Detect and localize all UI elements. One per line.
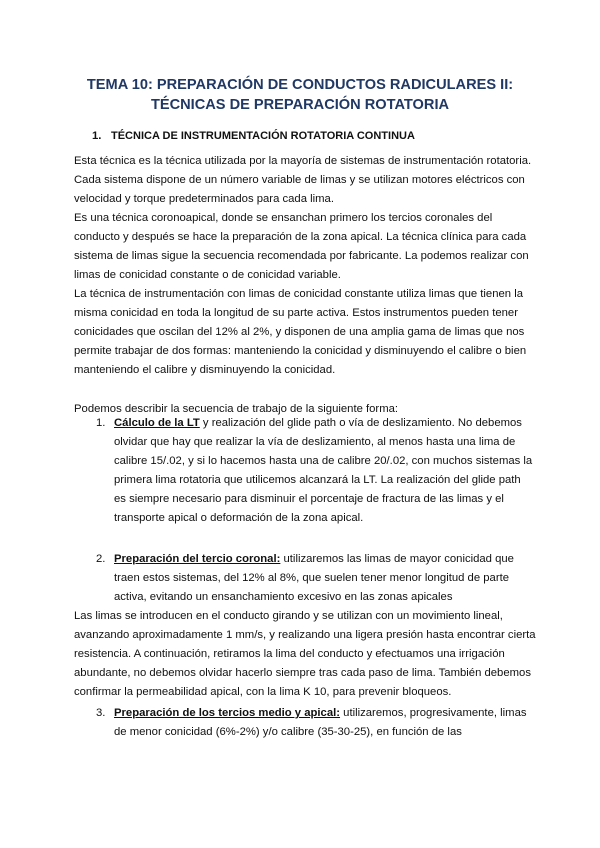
paragraph-line: Cada sistema dispone de un número variable de limas y se utilizan motores eléctricos con (74, 174, 525, 186)
paragraph-line: Las limas se introducen en el conducto girando y se utilizan con un movimiento lineal, (74, 610, 503, 622)
list-item-label: Preparación de los tercios medio y apical: (114, 707, 341, 719)
list-item-line: calibre 15/.02, y si lo hacemos hasta una de calibre 20/.02, con muchos sistemas la (114, 455, 533, 467)
list-item-line: de menor conicidad (6%-2%) y/o calibre (35-30-25), en función de las (114, 726, 462, 738)
paragraph-line: confirmar la permeabilidad apical, con la lima K 10, para prevenir bloqueos. (74, 686, 452, 698)
paragraph-line: Es una técnica coronoapical, donde se ensanchan primero los tercios coronales del (74, 212, 493, 224)
list-number: 1. (96, 417, 106, 429)
paragraph-line: misma conicidad en toda la longitud de su parte activa. Estos instrumentos pueden tener (74, 307, 518, 319)
document-title-line-1: TEMA 10: PREPARACIÓN DE CONDUCTOS RADICULARES II: (86, 77, 514, 93)
paragraph-line: manteniendo el calibre y disminuyendo la conicidad. (74, 364, 336, 376)
paragraph-line: conducto y después se hace la preparación de la zona apical. La técnica clínica para cada (74, 231, 527, 243)
section-heading (92, 127, 415, 146)
paragraph-line: velocidad y torque predeterminados para cada lima. (74, 193, 334, 205)
list-item-line: transporte apical o deformación de la zona apical. (114, 512, 364, 524)
list-number: 2. (96, 553, 106, 565)
paragraph-line: permite trabajar de dos formas: manteniendo la conicidad y disminuyendo el calibre o bien (74, 345, 527, 357)
section-number: 1. (92, 130, 102, 142)
list-item-line: activa, evitando un ensanchamiento excesivo en las zonas apicales (114, 591, 453, 603)
paragraph-line: abundante, no debemos olvidar hacerlo siempre tras cada paso de lima. También debemos (74, 667, 531, 679)
list-item-line: traen estos sistemas, del 12% al 8%, que suelen tener menor longitud de parte (114, 572, 509, 584)
document-title-line-2: TÉCNICAS DE PREPARACIÓN ROTATORIA (150, 97, 450, 113)
list-item-line: olvidar que hay que realizar la vía de deslizamiento, al menos hasta una lima de (114, 436, 516, 448)
paragraph-line: avanzando aproximadamente 1 mm/s, y realizando una ligera presión hasta encontrar cierta (74, 629, 536, 641)
list-item-line: es siempre necesario para disminuir el porcentaje de fractura de las limas y el (114, 493, 504, 505)
list-item-line (114, 704, 527, 723)
paragraph-line: conicidades que oscilan del 12% al 2%, y disponen de una amplia gama de limas que nos (74, 326, 525, 338)
paragraph-line: limas de conicidad constante o de conicidad variable. (74, 269, 341, 281)
list-item-line (114, 550, 514, 569)
list-item-line (114, 414, 522, 433)
list-number: 3. (96, 707, 106, 719)
intro-line: Podemos describir la secuencia de trabajo de la siguiente forma: (74, 403, 399, 415)
paragraph-line: sistema de limas sigue la secuencia recomendada por fabricante. La podemos realizar con (74, 250, 529, 262)
list-item-line: primera lima rotatoria que utilicemos alcanzará la LT. La realización del glide path (114, 474, 521, 486)
list-item-label: Cálculo de la LT (114, 417, 200, 429)
list-item-text: utilizaremos, progresivamente, limas (340, 707, 527, 719)
list-item-text: utilizaremos las limas de mayor conicidad que (280, 553, 514, 565)
paragraph-line: Esta técnica es la técnica utilizada por la mayoría de sistemas de instrumentación rotatoria. (74, 155, 532, 167)
list-item-text: y realización del glide path o vía de deslizamiento. No debemos (199, 417, 522, 429)
list-item-label: Preparación del tercio coronal: (114, 553, 281, 565)
paragraph-line: La técnica de instrumentación con limas de conicidad constante utiliza limas que tienen la (74, 288, 523, 300)
paragraph-line: resistencia. A continuación, retiramos la lima del conducto y efectuamos una irrigación (74, 648, 505, 660)
section-heading-text: TÉCNICA DE INSTRUMENTACIÓN ROTATORIA CONTINUA (111, 130, 415, 142)
